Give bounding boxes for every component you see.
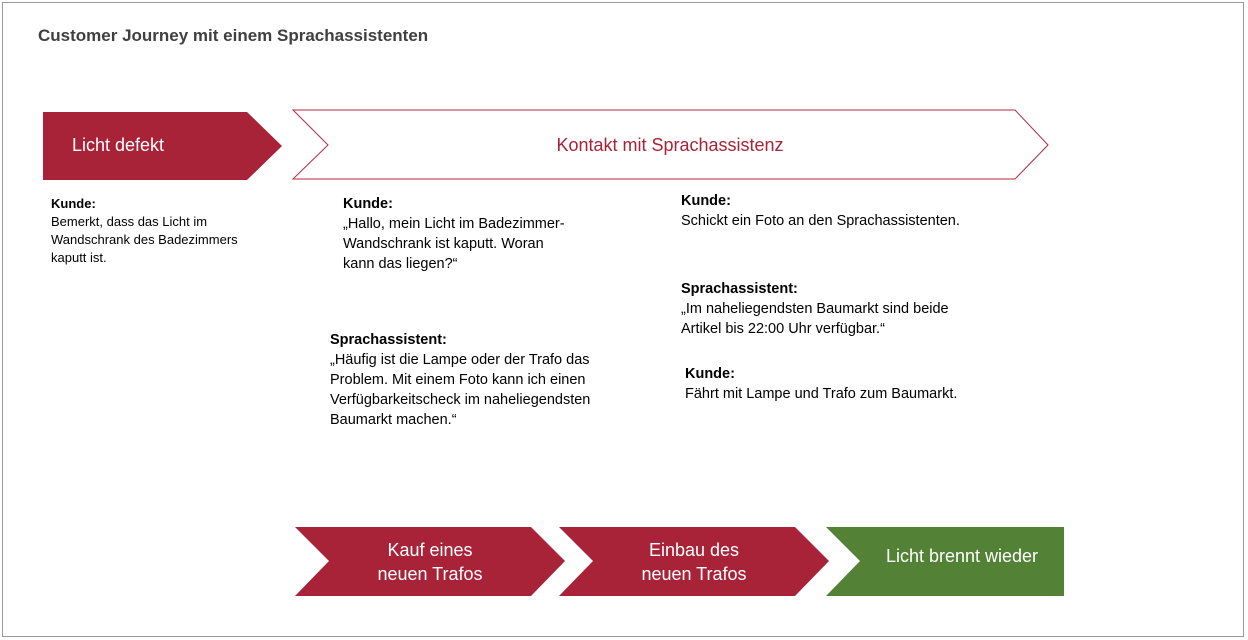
- dialog-line: Artikel bis 22:00 Uhr verfügbar.“: [681, 321, 885, 337]
- stage-kontakt-text: Kontakt mit Sprachassistenz: [556, 135, 784, 155]
- stage-einbau-label: [594, 527, 794, 596]
- dialog-line: Baumarkt machen.“: [330, 412, 457, 428]
- dialog-line: Wandschrank ist kaputt. Woran: [343, 236, 544, 252]
- stage-einbau-line: Einbau des: [648, 539, 740, 560]
- dialog-step-1: [51, 195, 238, 267]
- speaker-label: Kunde:: [51, 196, 96, 211]
- stage-kontakt-label: [330, 110, 1010, 180]
- dialog-step-4: [681, 191, 960, 231]
- speaker-label: Kunde:: [681, 193, 731, 209]
- dialog-step-2: [343, 194, 565, 274]
- dialog-line: Fährt mit Lampe und Trafo zum Baumarkt.: [685, 386, 958, 402]
- dialog-line: „Häufig ist die Lampe oder der Trafo das: [330, 352, 590, 368]
- speaker-label: Sprachassistent:: [330, 332, 447, 348]
- dialog-line: kann das liegen?“: [343, 256, 458, 272]
- stage-licht-brennt-label: [862, 527, 1062, 584]
- dialog-line: Schickt ein Foto an den Sprachassistenten.: [681, 213, 960, 229]
- diagram-title: Customer Journey mit einem Sprachassistenten: [38, 26, 429, 45]
- dialog-line: Problem. Mit einem Foto kann ich einen: [330, 372, 586, 388]
- stage-licht-defekt-label: [43, 112, 193, 178]
- dialog-line: „Im naheliegendsten Baumarkt sind beide: [681, 301, 949, 317]
- speaker-label: Kunde:: [685, 366, 735, 382]
- stage-kauf-label: [330, 527, 530, 596]
- dialog-line: Wandschrank des Badezimmers: [51, 232, 238, 247]
- dialog-line: „Hallo, mein Licht im Badezimmer-: [343, 216, 565, 232]
- stage-kauf-line: Kauf eines: [387, 539, 473, 560]
- dialog-line: Verfügbarkeitscheck im naheliegendsten: [330, 392, 591, 408]
- dialog-line: kaputt ist.: [51, 250, 107, 265]
- stage-kauf-line: neuen Trafos: [377, 563, 483, 584]
- stage-licht-brennt-text: Licht brennt wieder: [885, 545, 1039, 566]
- dialog-step-6: [685, 364, 957, 404]
- dialog-line: Bemerkt, dass das Licht im: [51, 214, 208, 229]
- stage-einbau-line: neuen Trafos: [641, 563, 747, 584]
- stage-licht-defekt-text: Licht defekt: [71, 135, 165, 155]
- dialog-step-3: [330, 330, 590, 430]
- dialog-step-5: [681, 279, 949, 339]
- speaker-label: Kunde:: [343, 196, 393, 212]
- speaker-label: Sprachassistent:: [681, 281, 798, 297]
